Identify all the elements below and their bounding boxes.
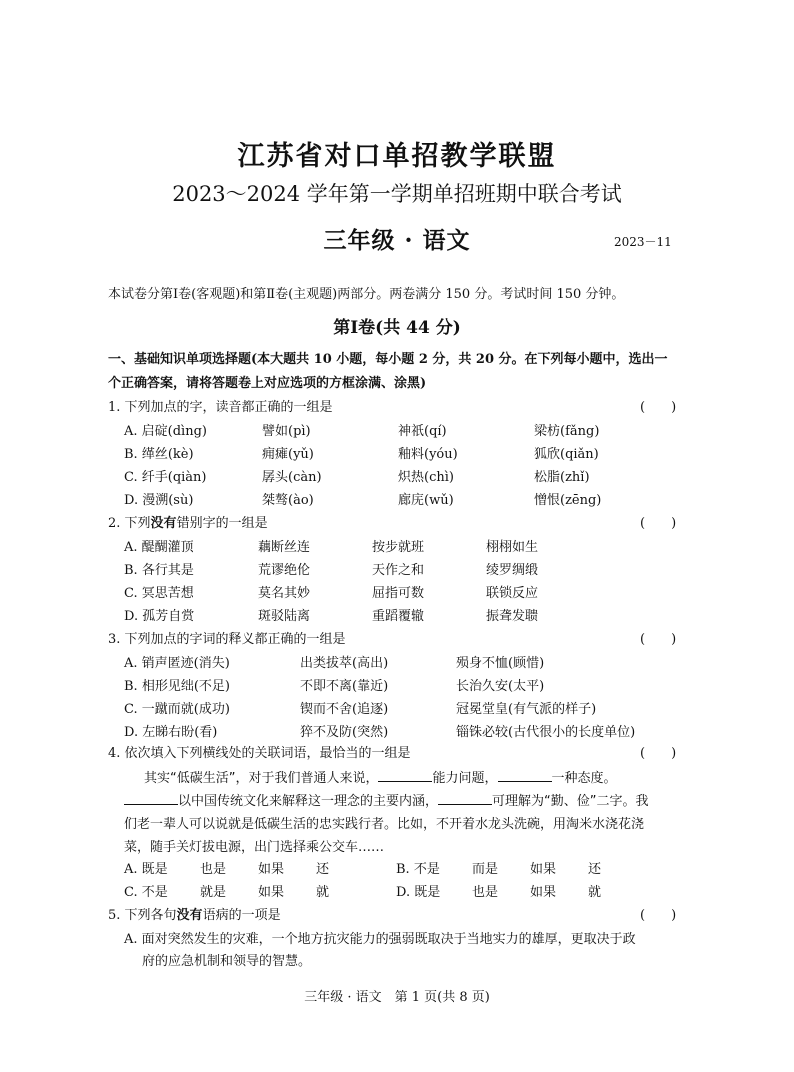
q1-option-0-0: A. 启碇(dìng) xyxy=(124,424,207,439)
q4-option-a-word-1: 也是 xyxy=(200,862,227,877)
q2-answer-paren: ( ) xyxy=(640,516,677,531)
q2-stem: 2. 下列没有错别字的一组是 xyxy=(108,516,268,531)
q3-option-3-0: D. 左睇右盼(看) xyxy=(124,725,218,740)
q3-option-0-0: A. 销声匿迹(消失) xyxy=(124,656,230,671)
q4-passage-line1: 其实“低碳生活”，对于我们普通人来说， 能力问题， 一种态度。 xyxy=(144,771,617,786)
q1-option-1-1: 痈瘫(yǔ) xyxy=(262,447,314,462)
q2-option-2-1: 莫名其妙 xyxy=(258,586,311,601)
section-title: 第Ⅰ卷(共 44 分) xyxy=(333,318,461,338)
org-title: 江苏省对口单招教学联盟 xyxy=(237,141,557,172)
exam-date: 2023－11 xyxy=(614,235,672,249)
q1-stem: 1. 下列加点的字，读音都正确的一组是 xyxy=(108,400,333,415)
q4-option-d-word-2: 如果 xyxy=(530,885,557,900)
q4-option-a-word-0: A. 既是 xyxy=(124,862,168,877)
q1-option-0-2: 神祇(qí) xyxy=(398,424,447,439)
q3-option-1-2: 长治久安(太平) xyxy=(456,679,545,694)
q4-passage-line4: 菜，随手关灯拔电源，出门选择乘公交车…… xyxy=(124,840,385,855)
q2-option-3-2: 重蹈覆辙 xyxy=(372,609,425,624)
q1-option-3-3: 憎恨(zēng) xyxy=(534,493,602,508)
q3-stem: 3. 下列加点的字词的释义都正确的一组是 xyxy=(108,632,346,647)
q4-option-c-word-2: 如果 xyxy=(258,885,285,900)
subject-title: 三年级 · 语文 xyxy=(323,227,471,254)
q2-option-0-2: 按步就班 xyxy=(372,540,425,555)
q4-option-b-word-0: B. 不是 xyxy=(396,862,440,877)
part1-instruction-line2: 个正确答案，请将答题卷上对应选项的方框涂满、涂黑) xyxy=(108,376,427,391)
exam-title: 2023～2024 学年第一学期单招班期中联合考试 xyxy=(172,182,622,206)
q1-option-2-2: 炽热(chì) xyxy=(398,470,454,485)
q2-option-1-1: 荒谬绝伦 xyxy=(258,563,311,578)
q4-blank-2 xyxy=(498,771,552,782)
q1-option-3-2: 廊庑(wǔ) xyxy=(398,493,454,508)
q4-option-b-word-3: 还 xyxy=(588,862,602,877)
q3-option-2-1: 锲而不舍(追逐) xyxy=(300,702,389,717)
q3-option-3-1: 猝不及防(突然) xyxy=(300,725,389,740)
q4-blank-1 xyxy=(378,771,432,782)
q3-option-3-2: 锱铢必较(古代很小的长度单位) xyxy=(456,725,636,740)
q3-option-2-0: C. 一蹴而就(成功) xyxy=(124,702,230,717)
q2-option-2-2: 屈指可数 xyxy=(372,586,425,601)
q2-option-3-0: D. 孤芳自赏 xyxy=(124,609,195,624)
q3-option-1-0: B. 相形见绌(不足) xyxy=(124,679,230,694)
q4-option-c-word-0: C. 不是 xyxy=(124,885,168,900)
q3-option-0-2: 殒身不恤(顾惜) xyxy=(456,656,545,671)
q1-option-2-0: C. 纤手(qiàn) xyxy=(124,470,207,485)
q3-option-2-2: 冠冕堂皇(有气派的样子) xyxy=(456,702,597,717)
q2-option-0-0: A. 醍醐灌顶 xyxy=(124,540,194,555)
q2-option-2-0: C. 冥思苦想 xyxy=(124,586,194,601)
part1-instruction-line1: 一、基础知识单项选择题(本大题共 10 小题，每小题 2 分，共 20 分。在下列每小题中，选出一 xyxy=(108,352,668,367)
q4-option-a-word-3: 还 xyxy=(316,862,330,877)
q3-option-0-1: 出类拔萃(高出) xyxy=(300,656,389,671)
q4-option-d-word-3: 就 xyxy=(588,885,602,900)
q1-option-1-0: B. 缂丝(kè) xyxy=(124,447,194,462)
q4-passage-line2: 以中国传统文化来解释这一理念的主要内涵， 可理解为“勤、俭”二字。我 xyxy=(124,790,649,809)
q4-stem: 4. 依次填入下列横线处的关联词语，最恰当的一组是 xyxy=(108,746,411,761)
q1-answer-paren: ( ) xyxy=(640,400,677,415)
q4-passage-line3: 们老一辈人可以说就是低碳生活的忠实践行者。比如，不开着水龙头洗碗，用淘米水浇花浇 xyxy=(124,817,645,832)
q2-option-3-3: 振聋发聩 xyxy=(486,609,539,624)
q1-option-1-3: 狐欣(qiǎn) xyxy=(534,447,599,462)
q4-blank-4 xyxy=(438,794,492,805)
q1-option-0-3: 梁枋(fǎng) xyxy=(534,424,600,439)
q4-answer-paren: ( ) xyxy=(640,746,677,761)
exam-intro: 本试卷分第Ⅰ卷(客观题)和第Ⅱ卷(主观题)两部分。两卷满分 150 分。考试时间 150 分钟。 xyxy=(108,287,625,302)
q4-option-c-word-3: 就 xyxy=(316,885,330,900)
q1-option-2-1: 孱头(càn) xyxy=(262,470,322,485)
q4-option-c-word-1: 就是 xyxy=(200,885,227,900)
q1-option-2-3: 松脂(zhǐ) xyxy=(534,470,590,485)
q2-option-1-0: B. 各行其是 xyxy=(124,563,194,578)
q2-option-0-1: 藕断丝连 xyxy=(258,540,311,555)
q4-option-a-word-2: 如果 xyxy=(258,862,285,877)
q2-option-0-3: 栩栩如生 xyxy=(486,540,539,555)
q1-option-0-1: 譬如(pì) xyxy=(262,424,311,439)
page-footer: 三年级 · 语文 第 1 页(共 8 页) xyxy=(304,990,490,1005)
q5-option-a-line1: A. 面对突然发生的灾难，一个地方抗灾能力的强弱既取决于当地实力的雄厚，更取决于政 xyxy=(124,932,636,947)
q1-option-3-1: 桀骜(ào) xyxy=(262,493,314,508)
q3-option-1-1: 不即不离(靠近) xyxy=(300,679,389,694)
q5-option-a-line2: 府的应急机制和领导的智慧。 xyxy=(142,954,312,969)
q4-option-b-word-1: 而是 xyxy=(472,862,499,877)
q3-answer-paren: ( ) xyxy=(640,632,677,647)
q4-option-d-word-0: D. 既是 xyxy=(396,885,441,900)
q2-option-1-3: 绫罗绸缎 xyxy=(486,563,539,578)
q4-blank-3 xyxy=(124,794,178,805)
q4-option-b-word-2: 如果 xyxy=(530,862,557,877)
q2-option-1-2: 天作之和 xyxy=(372,563,425,578)
q2-option-3-1: 斑驳陆离 xyxy=(258,609,311,624)
q5-answer-paren: ( ) xyxy=(640,908,677,923)
q1-option-3-0: D. 漫溯(sù) xyxy=(124,493,194,508)
q5-stem: 5. 下列各句没有语病的一项是 xyxy=(108,908,281,923)
q4-option-d-word-1: 也是 xyxy=(472,885,499,900)
q1-option-1-2: 釉料(yóu) xyxy=(398,447,458,462)
q2-option-2-3: 联锁反应 xyxy=(486,586,539,601)
